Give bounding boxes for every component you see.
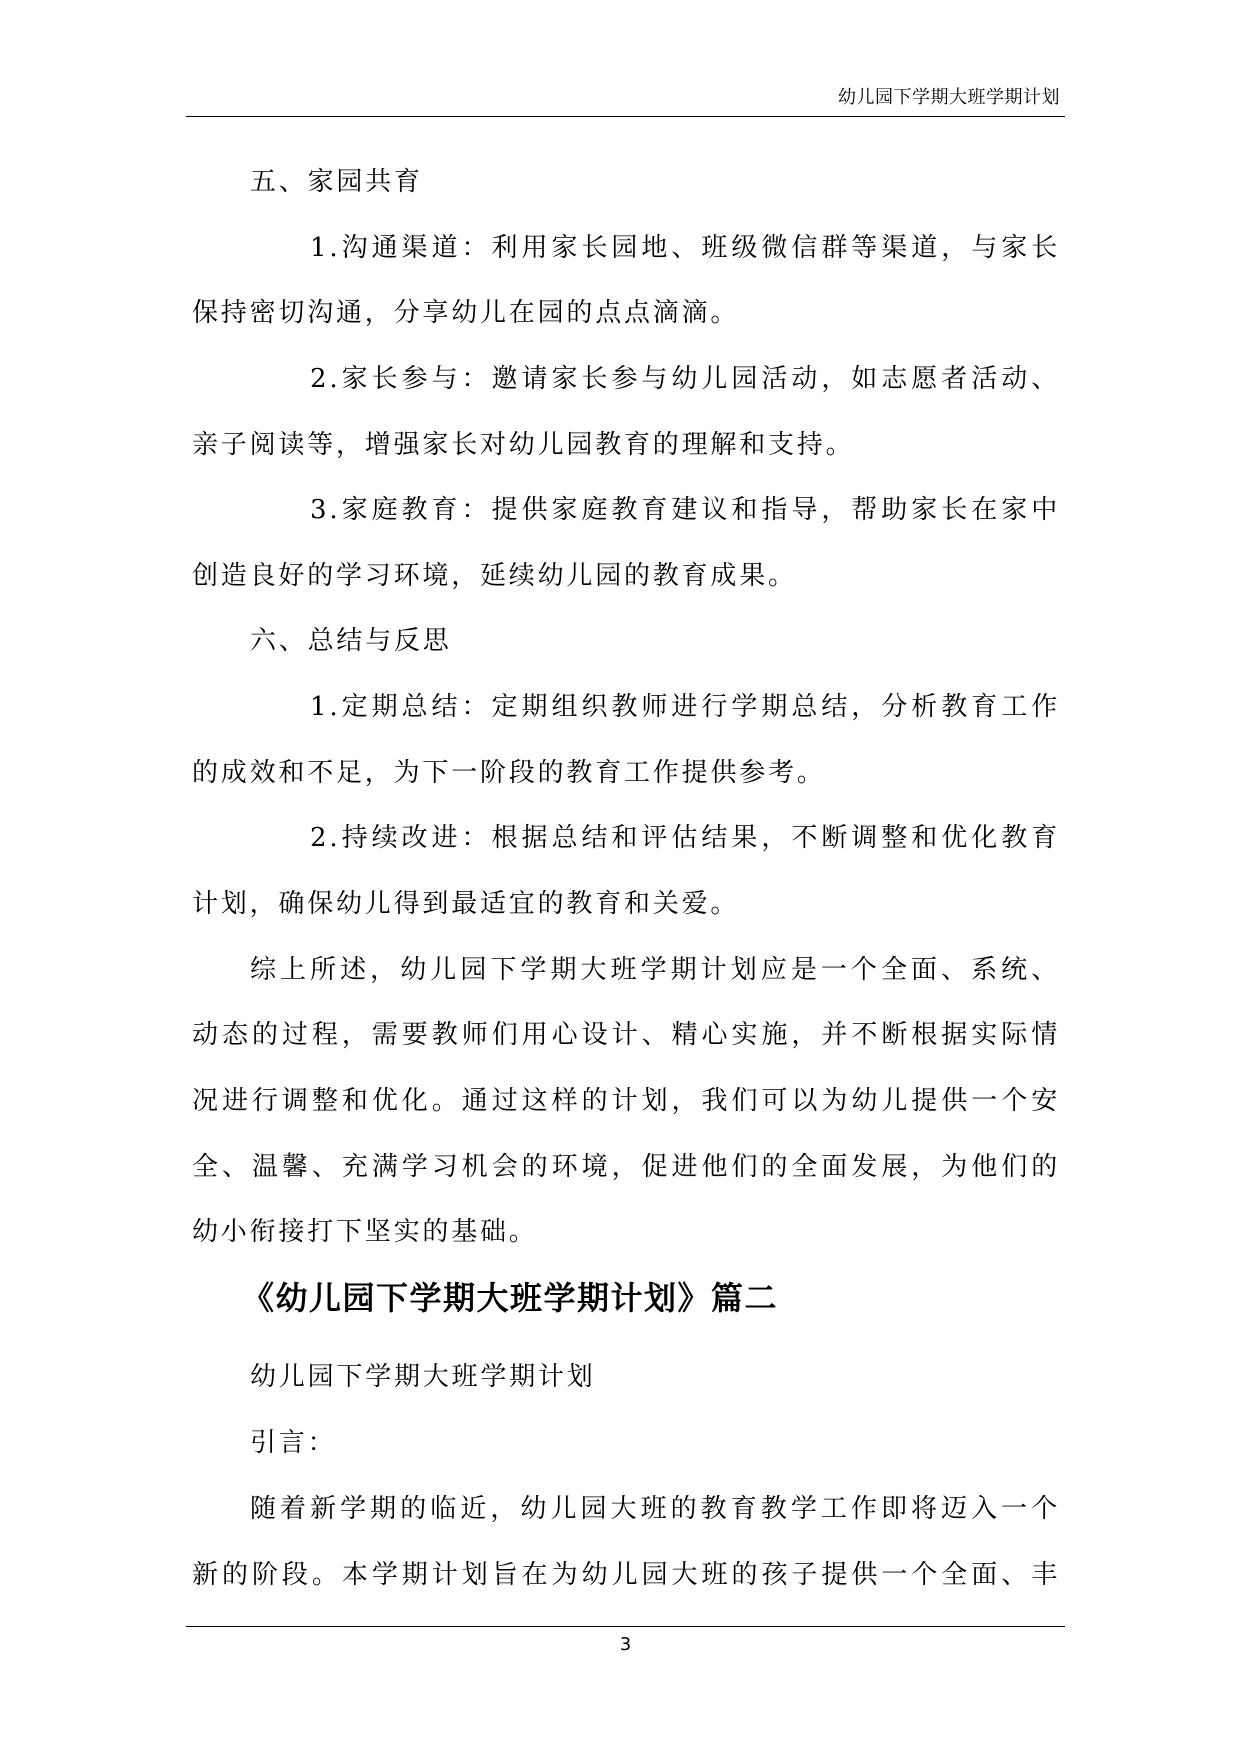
text-line: 保持密切沟通，分享幼儿在园的点点滴滴。 (192, 298, 740, 329)
text-line: 1.沟通渠道：利用家长园地、班级微信群等渠道，与家长 (310, 232, 1060, 263)
text-line: 的成效和不足，为下一阶段的教育工作提供参考。 (192, 757, 826, 788)
text-line: 1.定期总结：定期组织教师进行学期总结，分析教育工作 (310, 692, 1060, 723)
running-header: 幼儿园下学期大班学期计划 (838, 87, 1060, 108)
conclusion-line: 动态的过程，需要教师们用心设计、精心实施，并不断根据实际情 (192, 1020, 1060, 1051)
section-heading-5: 五、家园共育 (250, 167, 423, 197)
text-line: 计划，确保幼儿得到最适宜的教育和关爱。 (192, 889, 740, 920)
footer-rule (186, 1626, 1065, 1627)
conclusion-line: 况进行调整和优化。通过这样的计划，我们可以为幼儿提供一个安 (192, 1085, 1060, 1116)
text-line: 2.持续改进：根据总结和评估结果，不断调整和优化教育 (310, 823, 1060, 854)
conclusion-line: 全、温馨、充满学习机会的环境，促进他们的全面发展，为他们的 (192, 1151, 1060, 1182)
conclusion-line: 综上所述，幼儿园下学期大班学期计划应是一个全面、系统、 (250, 954, 1060, 985)
header-rule (186, 116, 1065, 117)
section-heading-6: 六、总结与反思 (250, 626, 452, 657)
page-body (192, 150, 1060, 1266)
page-number: 3 (619, 1634, 632, 1655)
conclusion-line: 幼小衔接打下坚实的基础。 (192, 1217, 538, 1248)
text-line: 3.家庭教育：提供家庭教育建议和指导，帮助家长在家中 (310, 495, 1060, 526)
intro-line: 随着新学期的临近，幼儿园大班的教育教学工作即将迈入一个 (250, 1494, 1060, 1524)
text-line: 创造良好的学习环境，延续幼儿园的教育成果。 (192, 560, 797, 591)
part2-body (192, 1344, 1060, 1608)
text-line: 亲子阅读等，增强家长对幼儿园教育的理解和支持。 (192, 429, 855, 460)
intro-label: 引言： (250, 1428, 337, 1458)
text-line: 2.家长参与：邀请家长参与幼儿园活动，如志愿者活动、 (310, 363, 1060, 394)
part2-subtitle: 幼儿园下学期大班学期计划 (250, 1362, 596, 1392)
part2-title: 《幼儿园下学期大班学期计划》篇二 (242, 1279, 779, 1317)
intro-line: 新的阶段。本学期计划旨在为幼儿园大班的孩子提供一个全面、丰 (192, 1560, 1060, 1590)
